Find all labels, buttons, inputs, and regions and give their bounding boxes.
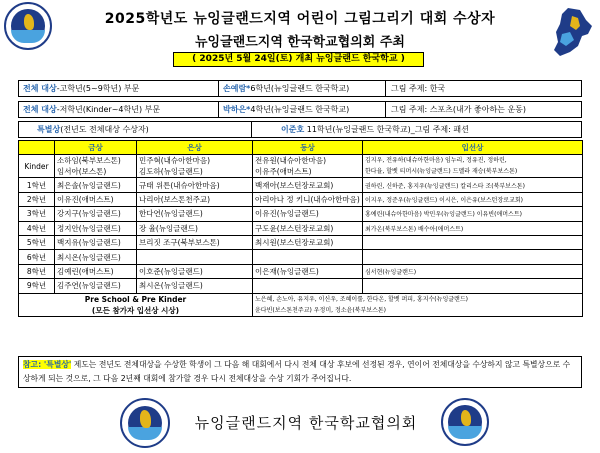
gold-cell: 이유진(애머스트) xyxy=(55,192,137,206)
note-text: 제도는 전년도 전체대상을 수상한 학생이 그 다음 해 대회에서 다시 전체 대상 후보에 선정된 경우, 연이어 전체대상을 수상하지 않고 특별상으로 수상하게 되는 것으로, 그 다음 2년째 대회에 참가할 경우 다시 전체대상을 수상 기회가 주어집니다. xyxy=(23,360,571,383)
special-prize-label: 특별상 xyxy=(37,125,61,134)
grand-prize-lower xyxy=(18,101,582,118)
column-header-silver: 은상 xyxy=(137,141,253,155)
column-header-gold: 금상 xyxy=(55,141,137,155)
new-england-map-icon xyxy=(548,6,594,58)
table-row xyxy=(19,264,583,278)
silver-cell: 장 율(뉴잉글랜드) xyxy=(137,221,253,235)
bronze-cell: 구도윤(보스턴장로교회) xyxy=(253,221,363,235)
grade-cell: Kinder xyxy=(19,155,55,178)
association-logo-bottom-left xyxy=(120,398,170,448)
preschool-label: Pre School & Pre Kinder (모든 참가자 입선상 시상) xyxy=(19,293,253,316)
merit-cell: 이지우, 정준우(뉴잉글랜드) 이시은, 이은유(보스턴장로교회) xyxy=(363,192,583,206)
table-header-row xyxy=(19,141,583,155)
silver-cell: 브리짓 조구(북부보스톤) xyxy=(137,235,253,249)
grade-cell: 5학년 xyxy=(19,235,55,249)
silver-cell: 한다연(뉴잉글랜드) xyxy=(137,207,253,221)
grade-cell: 1학년 xyxy=(19,178,55,192)
organizer-name: 뉴잉글랜드지역 한국학교협의회 xyxy=(194,414,418,432)
grand-prize-winner: 박하은* xyxy=(223,105,251,114)
grand-prize-label: 전체 대상 xyxy=(23,105,57,114)
column-header-merit: 입선상 xyxy=(363,141,583,155)
merit-cell: 홍예린(내슈아한마음) 박민우(뉴잉글랜드) 이유빈(애머스트) xyxy=(363,207,583,221)
preschool-row xyxy=(19,293,583,316)
grade-cell: 9학년 xyxy=(19,279,55,293)
table-row xyxy=(19,235,583,249)
grand-prize-label: 전체 대상 xyxy=(23,84,57,93)
merit-cell xyxy=(363,279,583,293)
special-prize-desc: (전년도 전체대상 수상자) xyxy=(60,125,149,134)
table-row xyxy=(19,192,583,206)
silver-cell: 민주혁(내슈아한마음) 김도하(뉴잉글랜드) xyxy=(137,155,253,178)
silver-cell: 이호준(뉴잉글랜드) xyxy=(137,264,253,278)
grade-cell: 4학년 xyxy=(19,221,55,235)
bronze-cell xyxy=(253,250,363,264)
bronze-cell: 이은재(뉴잉글랜드) xyxy=(253,264,363,278)
merit-cell: 심서현(뉴잉글랜드) xyxy=(363,264,583,278)
column-header xyxy=(19,141,55,155)
grade-cell: 6학년 xyxy=(19,250,55,264)
table-row xyxy=(19,155,583,178)
page-title: 2025학년도 뉴잉글랜드지역 어린이 그림그리기 대회 수상자 xyxy=(104,11,496,27)
awards-table xyxy=(18,140,583,317)
table-row xyxy=(19,221,583,235)
grand-prize-winner: 손예람* xyxy=(223,84,251,93)
grand-prize-desc: -저학년(Kinder~4학년) 부문 xyxy=(56,105,161,114)
silver-cell: 나리아(보스톤천주교) xyxy=(137,192,253,206)
gold-cell: 백지유(뉴잉글랜드) xyxy=(55,235,137,249)
grand-prize-theme: 그림 주제: 스포츠(내가 좋아하는 운동) xyxy=(391,105,527,114)
page-subtitle: 뉴잉글랜드지역 한국학교협의회 주최 xyxy=(195,35,405,50)
gold-cell: 정지안(뉴잉글랜드) xyxy=(55,221,137,235)
merit-cell: 권하린, 신하준, 홍지우(뉴잉글랜드) 칼리스타 조(북부보스톤) xyxy=(363,178,583,192)
grand-prize-theme: 그림 주제: 한국 xyxy=(391,84,446,93)
gold-cell: 김예린(애머스트) xyxy=(55,264,137,278)
association-logo-bottom-right xyxy=(441,398,489,446)
gold-cell: 최시온(뉴잉글랜드) xyxy=(55,250,137,264)
bronze-cell: 최시원(보스턴장로교회) xyxy=(253,235,363,249)
silver-cell: 규태 위튼(내슈아한마음) xyxy=(137,178,253,192)
grand-prize-school: 6학년(뉴잉글랜드 한국학교) xyxy=(250,84,350,93)
table-row xyxy=(19,279,583,293)
merit-cell: 김지우, 전유하(내슈아한마음) 임누리, 정유진, 정하린, 한다율, 할벳 티머시(뉴잉글랜드) 드멜라 재승(북부보스톤) xyxy=(363,155,583,178)
special-prize-winner: 이준호 xyxy=(281,125,305,134)
gold-cell: 강지구(뉴잉글랜드) xyxy=(55,207,137,221)
special-prize-row xyxy=(18,121,582,138)
grand-prize-upper xyxy=(18,80,582,97)
table-row xyxy=(19,207,583,221)
bronze-cell: 이유진(뉴잉글랜드) xyxy=(253,207,363,221)
special-prize-detail: 11학년(뉴잉글랜드 한국학교)_그림 주제: 패션 xyxy=(306,125,469,134)
merit-cell xyxy=(363,235,583,249)
silver-cell: 최시온(뉴잉글랜드) xyxy=(137,279,253,293)
association-logo-top xyxy=(4,2,52,50)
gold-cell: 김주연(뉴잉글랜드) xyxy=(55,279,137,293)
note-label: 참고: '특별상' xyxy=(23,360,72,369)
gold-cell: 소하임(북부보스톤) 임서아(보스톤) xyxy=(55,155,137,178)
silver-cell xyxy=(137,250,253,264)
grade-cell: 2학년 xyxy=(19,192,55,206)
column-header-bronze: 동상 xyxy=(253,141,363,155)
merit-cell xyxy=(363,250,583,264)
grade-cell: 3학년 xyxy=(19,207,55,221)
grand-prize-desc: -고학년(5~9학년) 부문 xyxy=(56,84,140,93)
bronze-cell xyxy=(253,279,363,293)
gold-cell: 최은솔(뉴잉글랜드) xyxy=(55,178,137,192)
bronze-cell: 백재아(보스턴장로교회) xyxy=(253,178,363,192)
bronze-cell: 전유원(내슈아한마음) 이유주(애머스트) xyxy=(253,155,363,178)
preschool-merit: 노은혜, 손노아, 유지우, 이신우, 조혜이룰, 한다온, 할벳 퍼피, 홍지수(뉴잉글랜드) 윤다빈(보스톤천주교) 우정미, 정소윤(북부보스톤) xyxy=(253,293,583,316)
grand-prize-school: 4학년(뉴잉글랜드 한국학교) xyxy=(250,105,350,114)
grade-cell: 8학년 xyxy=(19,264,55,278)
table-row xyxy=(19,178,583,192)
table-row xyxy=(19,250,583,264)
merit-cell: 최가온(북부보스톤) 배수아(애머스트) xyxy=(363,221,583,235)
note-box xyxy=(18,356,582,388)
event-banner: ( 2025년 5월 24일(토) 개최 뉴잉글랜드 한국학교 ) xyxy=(173,52,424,67)
bronze-cell: 아리아나 정 키니(내슈아한마음) xyxy=(253,192,363,206)
